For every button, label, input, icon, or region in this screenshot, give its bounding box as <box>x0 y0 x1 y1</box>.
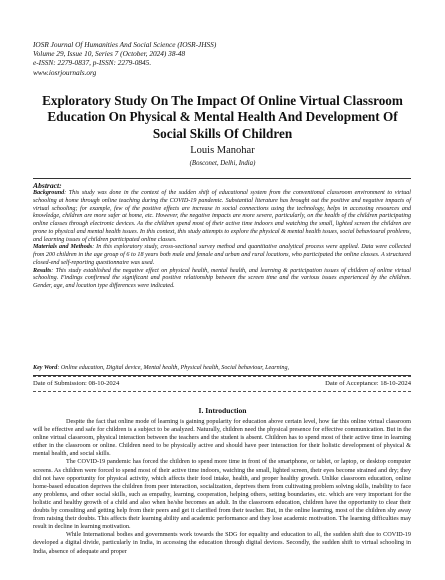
keywords-label: Key Word <box>33 365 58 371</box>
divider-top <box>33 376 411 377</box>
journal-header <box>33 40 393 77</box>
submission-date: Date of Submission: 08-10-2024 <box>33 380 120 387</box>
journal-name: IOSR Journal Of Humanities And Social Science (IOSR-JHSS) <box>33 40 217 49</box>
keywords-text: : Online education, Digital device, Mental health, Physical health, Social behaviour, Learning, <box>57 365 290 371</box>
keywords <box>33 365 411 373</box>
journal-issn: e-ISSN: 2279-0837, p-ISSN: 2279-0845. <box>33 58 152 68</box>
acceptance-date: Date of Acceptance: 18-10-2024 <box>325 380 411 387</box>
abstract-background <box>33 190 411 244</box>
divider-bottom <box>33 391 411 392</box>
intro-paragraph-1: Despite the fact that online mode of learning is gaining popularity for education above certain level, how far this online virtual classroom will be effective and safe for children is a subject to be analyzed. Naturally, children need the physical presence for effective communication. But in the online virtual classroom, physical interaction between the teachers and the student is absent. Children has to spend most of their active time in learning either in the classroom or online. Children need to be physically active and should have peer interaction for their holistic development of physical & mental health, and social skills. <box>33 418 411 458</box>
results-text: : This study established the negative effect on physical health, mental health, and learning & participation issues of children of online virtual schooling. Findings confirmed the significant and positive relationship between the screen time and the various issues experienced by the children. Gender, age, and location type differences were indicated. <box>33 267 411 289</box>
abstract-body <box>33 190 411 291</box>
abstract-methods <box>33 244 411 267</box>
intro-paragraph-2: The COVID-19 pandemic has forced the children to spend more time in front of the smartphone, or tablet, or laptop, or desktop computer screens. As children were forced to spend most of their active time indoors, watching the small, lighted screen, their eyes become strained and dry; they did not have opportunity for physical activity, which affects their food intake, health, and proper healthy growth. Unlike classroom education, online home-based education deprives the children from peer interaction, socialization, deprives them from cultivating problem solving skills, inability to face any problems, and other social skills, such as empathy, learning, cooperation, helping others, setting boundaries, etc. which are very important for the holistic and healthy growth of a child and also when he/she becomes an adult. In the classroom education, children have the opportunity to clear their doubts by consulting and getting help from their peers and get it clarified from their teacher. But, in the online learning, most of the children shy away from raising their doubts. This affects their learning ability and academic performance and they lose academic motivation. The learning difficulties may result in decline in learning motivation. <box>33 458 411 531</box>
background-text: : This study was done in the context of the sudden shift of educational system from the conventional classroom environment to virtual schooling at home through online teaching during the COVID-19 pandemic. Substantial literature has brought out the positive and negative impacts of virtual schooling; for example, few of the positive effects are increase in social connections using the technology, helps in accessing resources and knowledge, children are more safer at home, etc. However, the negative impacts are more severe, particularly, on the health of the children participating online classes through electronic devices. As the children spend most of their active time indoors and watching the small, lighted screen the children are prone to physical and mental health issues. In this context, this study attempts to explore the physical & mental health issues, social behavioural problems, and learning issues of children participated online classes. <box>33 190 411 243</box>
abstract-heading: Abstract: <box>33 181 62 190</box>
results-label: Results <box>33 267 52 274</box>
journal-website: www.iosrjournals.org <box>33 67 97 77</box>
intro-paragraph-3: While International bodies and governments work towards the SDG for equality and education to all, the sudden shift due to COVID-19 developed a digital divide, particularly in India, in accessing the education through digital devices. Secondly, the sudden shift to virtual schooling in India, absence of adequate and proper <box>33 531 411 555</box>
abstract-section <box>33 178 411 376</box>
abstract-results <box>33 268 411 291</box>
paper-title: Exploratory Study On The Impact Of Online Virtual Classroom Education On Physical & Mental Health And Development Of Social Skills Of Children <box>42 93 403 141</box>
author-name: Louis Manohar <box>190 145 255 156</box>
background-label: Background <box>33 190 65 196</box>
author-affiliation: (Bosconet, Delhi, India) <box>189 160 256 167</box>
journal-volume: Volume 29, Issue 10, Series 7 (October, 2024) 38-48 <box>33 49 186 59</box>
introduction-body <box>33 418 411 556</box>
introduction-heading: I. Introduction <box>198 406 247 415</box>
methods-label: Materials and Methods <box>33 244 93 251</box>
methods-text: : In this exploratory study, cross-sectional survey method and quantitative analytical process were applied. Data were collected from 200 children in the age group of 6 to 18 years both male and female and urban and rural locations, who participated the online classes. A structured closed-end self-reporting questionnaire was used. <box>33 244 411 266</box>
